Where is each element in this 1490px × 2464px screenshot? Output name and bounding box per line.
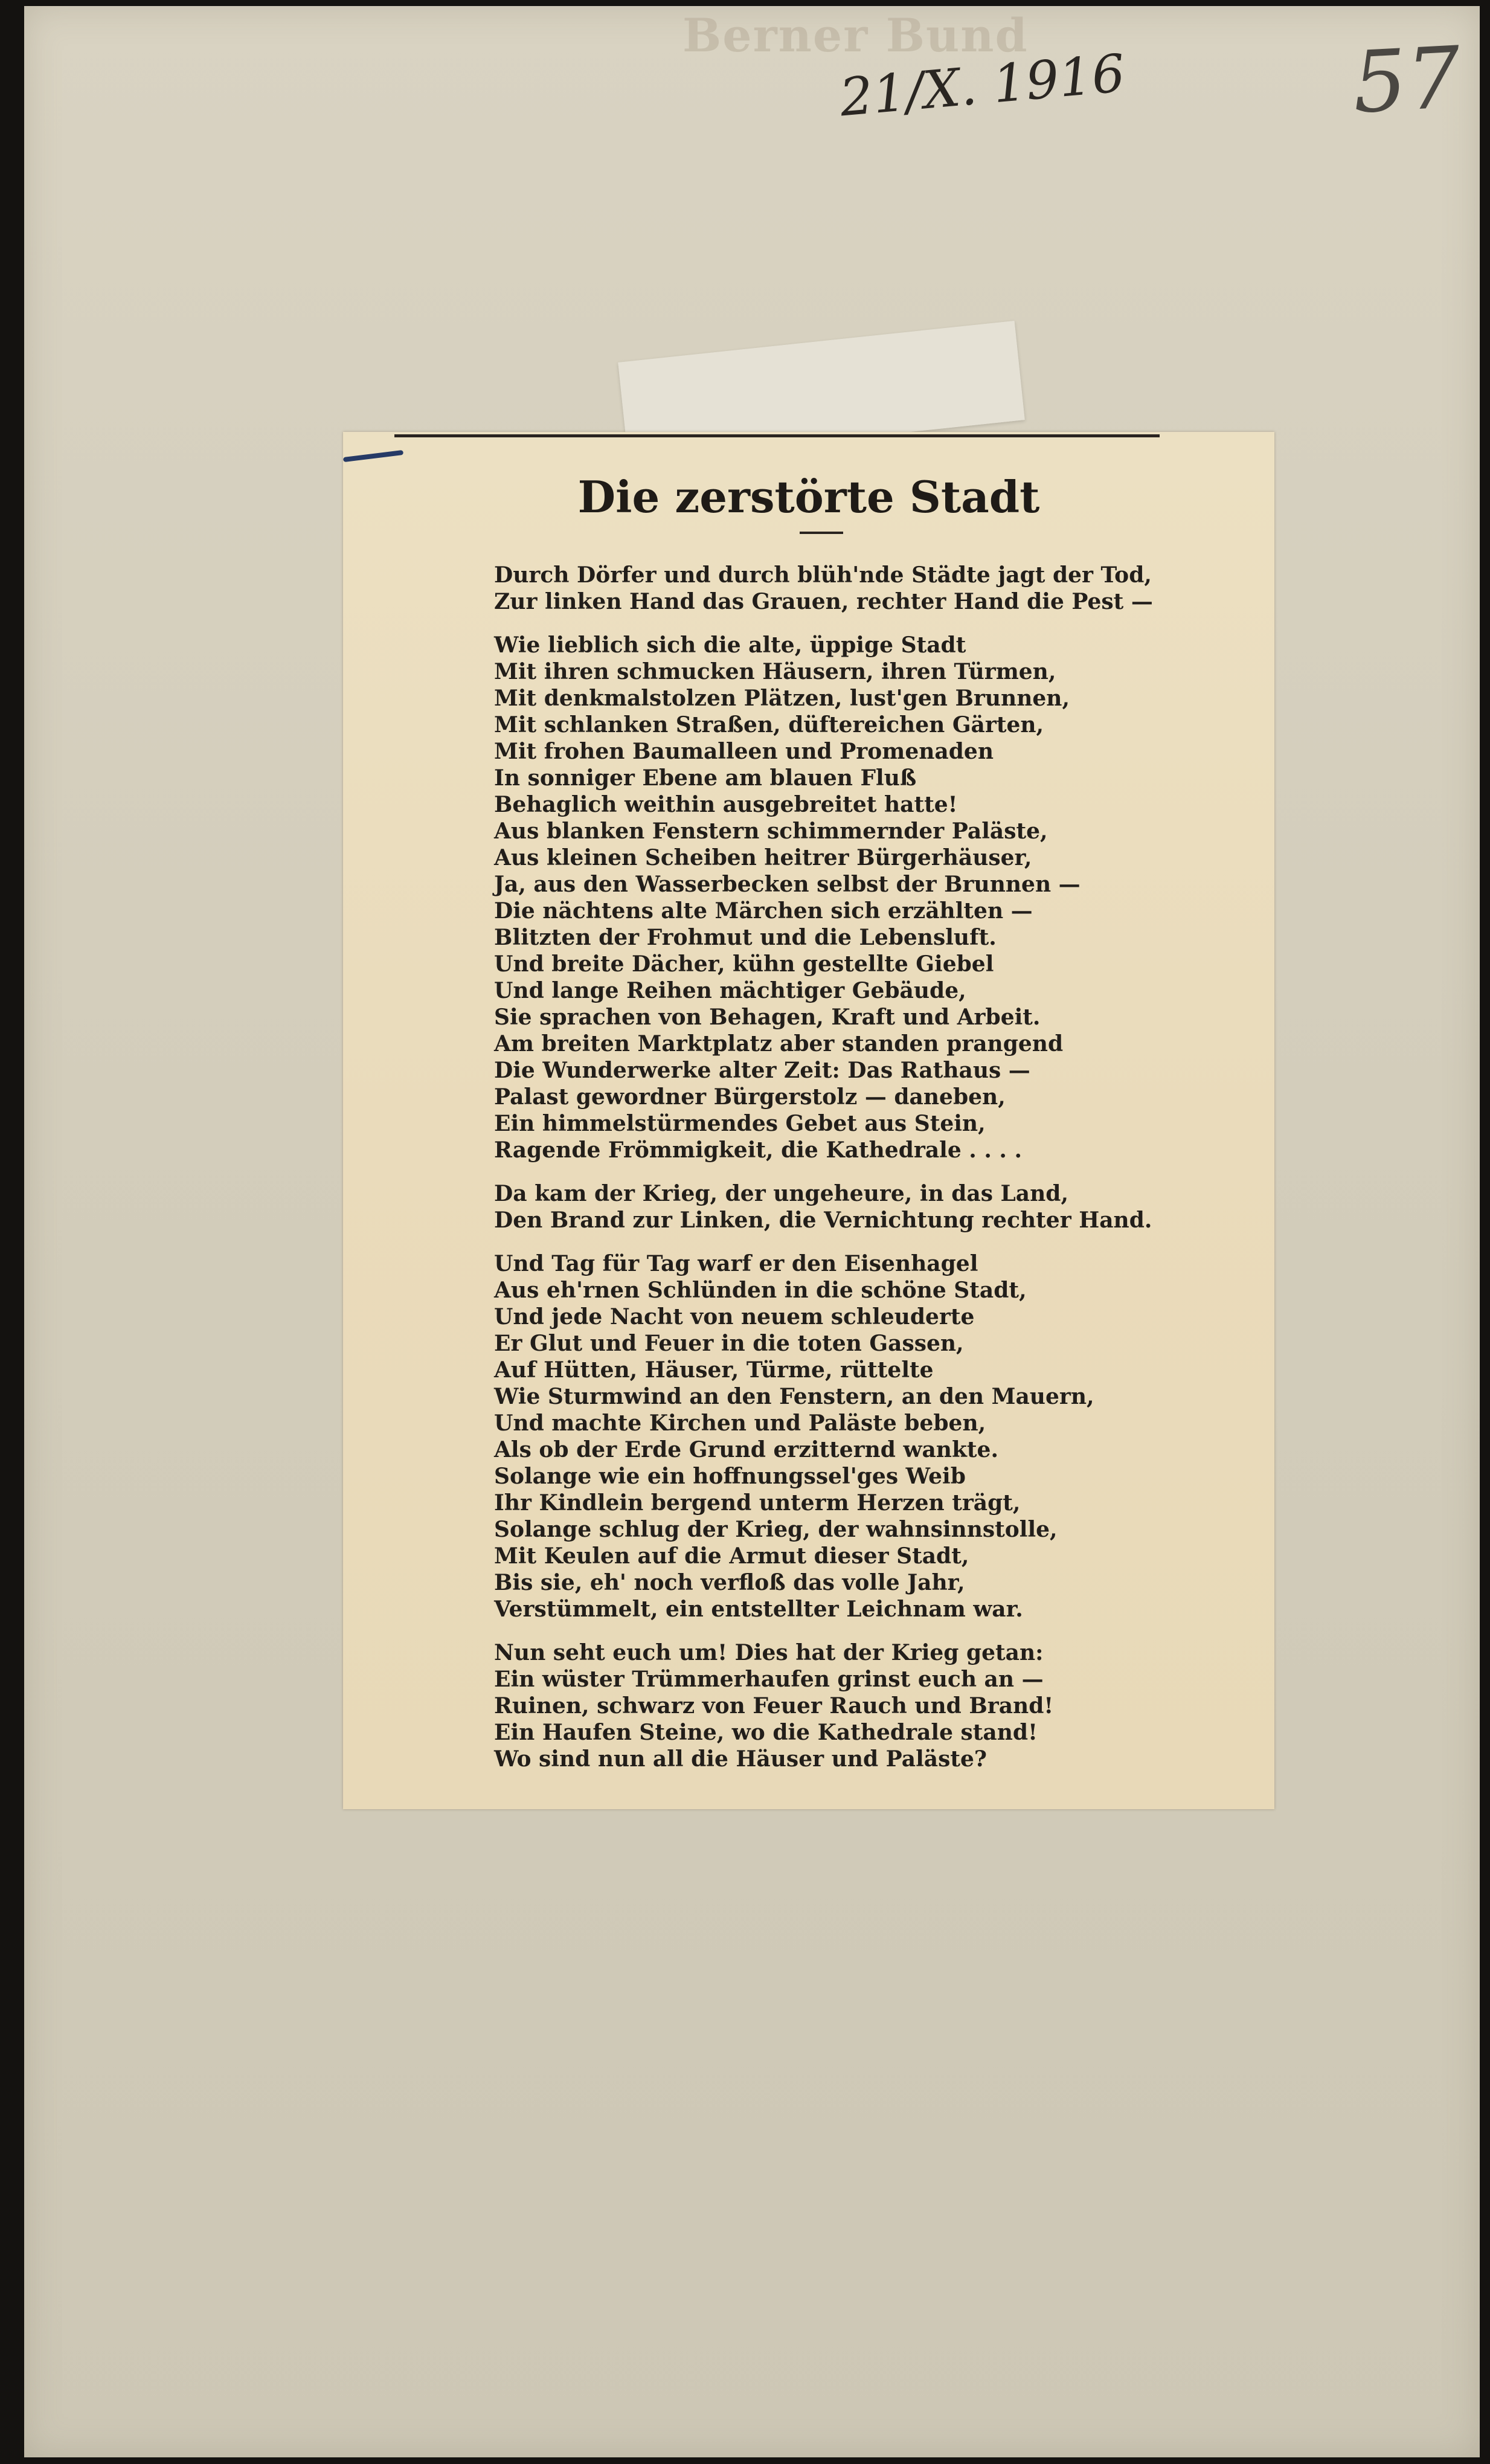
poem-line: Da kam der Krieg, der ungeheure, in das Land,	[494, 1181, 1069, 1206]
poem-line: Solange schlug der Krieg, der wahnsinnstolle,	[494, 1517, 1058, 1542]
poem-line: Am breiten Marktplatz aber standen prangend	[494, 1031, 1064, 1057]
poem-line: In sonniger Ebene am blauen Fluß	[494, 765, 917, 791]
poem-line: Er Glut und Feuer in die toten Gassen,	[494, 1331, 964, 1356]
poem-line: Mit frohen Baumalleen und Promenaden	[494, 739, 994, 764]
poem-line: Ruinen, schwarz von Feuer Rauch und Brand!	[494, 1693, 1054, 1719]
poem-line: Wie Sturmwind an den Fenstern, an den Mauern,	[494, 1384, 1094, 1409]
archive-stamp: Berner Bund	[682, 8, 1029, 62]
poem-body	[494, 562, 1153, 1789]
poem-line: Palast gewordner Bürgerstolz — daneben,	[494, 1084, 1006, 1110]
poem-line: Als ob der Erde Grund erzitternd wankte.	[494, 1437, 998, 1462]
poem-line: Behaglich weithin ausgebreitet hatte!	[494, 792, 958, 817]
poem-line: Durch Dörfer und durch blüh'nde Städte jagt der Tod,	[494, 562, 1152, 588]
poem-line: Und lange Reihen mächtiger Gebäude,	[494, 978, 966, 1003]
poem-line: Verstümmelt, ein entstellter Leichnam war.	[494, 1597, 1023, 1622]
poem-line: Auf Hütten, Häuser, Türme, rüttelte	[494, 1357, 934, 1383]
poem-line: Und breite Dächer, kühn gestellte Giebel	[494, 951, 994, 977]
title-divider	[800, 532, 843, 534]
poem-line: Mit schlanken Straßen, düftereichen Gärten,	[494, 712, 1044, 738]
clipping-top-rule	[394, 434, 1160, 437]
poem-line: Ja, aus den Wasserbecken selbst der Brunnen —	[494, 872, 1081, 897]
poem-stanza	[494, 562, 1153, 615]
poem-title: Die zerstörte Stadt	[577, 471, 1040, 523]
archive-page	[24, 6, 1480, 2457]
poem-stanza	[494, 1639, 1153, 1772]
blue-ink-mark	[343, 450, 403, 462]
poem-line: Aus kleinen Scheiben heitrer Bürgerhäuser,	[494, 845, 1032, 870]
poem-line: Wo sind nun all die Häuser und Paläste?	[494, 1746, 987, 1772]
poem-line: Ihr Kindlein bergend unterm Herzen trägt,	[494, 1490, 1021, 1516]
poem-line: Nun seht euch um! Dies hat der Krieg getan:	[494, 1640, 1044, 1665]
page-number: 57	[1350, 28, 1463, 133]
poem-line: Blitzten der Frohmut und die Lebensluft.	[494, 925, 997, 950]
poem-line: Und Tag für Tag warf er den Eisenhagel	[494, 1251, 978, 1276]
poem-line: Ein Haufen Steine, wo die Kathedrale stand!	[494, 1720, 1038, 1745]
poem-line: Den Brand zur Linken, die Vernichtung rechter Hand.	[494, 1208, 1152, 1233]
poem-line: Die nächtens alte Märchen sich erzählten —	[494, 898, 1033, 924]
poem-line: Solange wie ein hoffnungssel'ges Weib	[494, 1464, 966, 1489]
poem-line: Ein himmelstürmendes Gebet aus Stein,	[494, 1111, 986, 1136]
poem-line: Bis sie, eh' noch verfloß das volle Jahr,	[494, 1570, 965, 1595]
poem-line: Und machte Kirchen und Paläste beben,	[494, 1411, 986, 1436]
poem-line: Und jede Nacht von neuem schleuderte	[494, 1304, 975, 1330]
poem-line: Mit denkmalstolzen Plätzen, lust'gen Brunnen,	[494, 686, 1070, 711]
poem-line: Ein wüster Trümmerhaufen grinst euch an —	[494, 1667, 1044, 1692]
poem-line: Mit ihren schmucken Häusern, ihren Türmen,	[494, 659, 1056, 684]
poem-line: Aus eh'rnen Schlünden in die schöne Stadt,	[494, 1278, 1027, 1303]
poem-line: Aus blanken Fenstern schimmernder Paläste,	[494, 819, 1048, 844]
poem-stanza	[494, 632, 1153, 1163]
poem-line: Sie sprachen von Behagen, Kraft und Arbeit.	[494, 1005, 1041, 1030]
poem-line: Ragende Frömmigkeit, die Kathedrale . . . .	[494, 1137, 1023, 1163]
poem-stanza	[494, 1180, 1153, 1234]
poem-line: Mit Keulen auf die Armut dieser Stadt,	[494, 1543, 969, 1569]
poem-line: Die Wunderwerke alter Zeit: Das Rathaus —	[494, 1058, 1030, 1083]
newspaper-clipping	[343, 432, 1274, 1809]
poem-line: Zur linken Hand das Grauen, rechter Hand die Pest —	[494, 589, 1153, 614]
handwritten-date: 21/X. 1916	[837, 43, 1128, 129]
poem-line: Wie lieblich sich die alte, üppige Stadt	[494, 632, 966, 658]
poem-stanza	[494, 1250, 1153, 1623]
